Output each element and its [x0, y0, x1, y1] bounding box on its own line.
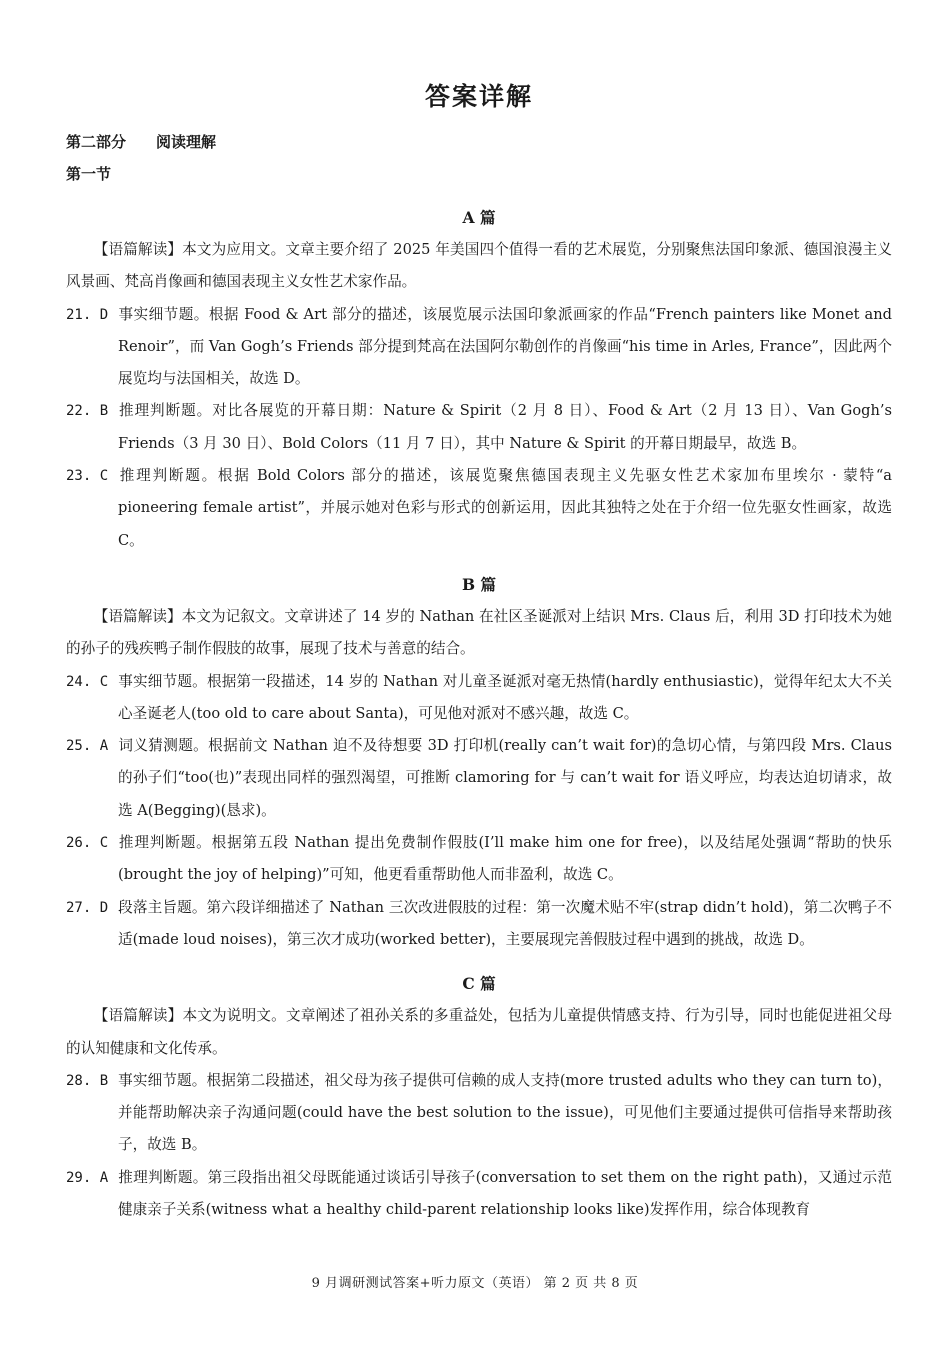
part-name: 阅读理解 [156, 133, 217, 151]
question-item [66, 827, 892, 892]
question-explanation: 推理判断题。根据 Bold Colors 部分的描述，该展览聚焦德国表现主义先驱女性艺术家加布里埃尔 · 蒙特“a pioneering female artist”，并展示她对色彩与形式的创新运用，因此其独特之处在于介绍一位先驱女性画家，故选 C。 [118, 467, 892, 549]
part-label: 第二部分 [66, 133, 127, 151]
question-item [66, 395, 892, 460]
part-header [66, 126, 892, 158]
question-item [66, 730, 892, 827]
question-number: 26. C [66, 835, 109, 852]
passage-title: A 篇 [462, 208, 496, 227]
question-explanation: 推理判断题。根据第五段 Nathan 提出免费制作假肢(I’ll make him one for free)，以及结尾处强调“帮助的快乐(brought the joy of helping)”可知，他更看重帮助他人而非盈利，故选 C。 [118, 834, 892, 884]
question-explanation: 事实细节题。根据第二段描述，祖父母为孩子提供可信赖的成人支持(more trusted adults who they can turn to)，并能帮助解决亲子沟通问题(could have the best solution to the issue)，可见他们主要通过提供可信指导来帮助孩子，故选 B。 [118, 1071, 892, 1154]
question-explanation: 推理判断题。第三段指出祖父母既能通过谈话引导孩子(conversation to set them on the right path)，又通过示范健康亲子关系(witness what a healthy child-parent relationship looks like)发挥作用，综合体现教育 [118, 1168, 892, 1219]
page-footer: 9 月调研测试答案+听力原文（英语） 第 2 页 共 8 页 [311, 1276, 639, 1291]
question-number: 21. D [66, 306, 109, 323]
question-explanation: 事实细节题。根据 Food & Art 部分的描述，该展览展示法国印象派画家的作品“French painters like Monet and Renoir”，而 Van Gogh’s Friends 部分提到梵高在法国阿尔勒创作的肖像画“his time in Arles, France”，因此两个展览均与法国相关，故选 D。 [118, 305, 892, 388]
question-number: 25. A [66, 738, 109, 755]
question-number: 29. A [66, 1169, 109, 1186]
question-item [66, 1162, 892, 1227]
passage-b [66, 569, 892, 956]
passage-title: B 篇 [462, 574, 496, 594]
passage-intro: 【语篇解读】本文为记叙文。文章讲述了 14 岁的 Nathan 在社区圣诞派对上结识 Mrs. Claus 后，利用 3D 打印技术为她的孙子的残疾鸭子制作假肢的故事，展现了技术与善意的结合。 [66, 607, 892, 658]
question-number: 23. C [66, 468, 109, 485]
passage-intro: 【语篇解读】本文为说明文。文章阐述了祖孙关系的多重益处，包括为儿童提供情感支持、行为引导，同时也能促进祖父母的认知健康和文化传承。 [66, 1007, 892, 1057]
page-title: 答案详解 [424, 82, 533, 111]
question-item [66, 892, 892, 957]
passage-intro: 【语篇解读】本文为应用文。文章主要介绍了 2025 年美国四个值得一看的艺术展览，分别聚焦法国印象派、德国浪漫主义风景画、梵高肖像画和德国表现主义女性艺术家作品。 [66, 241, 892, 291]
question-explanation: 事实细节题。根据第一段描述，14 岁的 Nathan 对儿童圣诞派对毫无热情(hardly enthusiastic)，觉得年纪太大不关心圣诞老人(too old to care about Santa)，可见他对派对不感兴趣，故选 C。 [118, 672, 892, 722]
question-item [66, 666, 892, 731]
passage-a [66, 202, 892, 557]
section-header: 第一节 [66, 165, 112, 183]
question-number: 22. B [66, 403, 109, 420]
question-item [66, 299, 892, 396]
question-item [66, 1065, 892, 1162]
question-number: 24. C [66, 673, 109, 690]
passage-title: C 篇 [462, 974, 496, 994]
question-explanation: 段落主旨题。第六段详细描述了 Nathan 三次改进假肢的过程：第一次魔术贴不牢(strap didn’t hold)，第二次鸭子不适(made loud noises)，第三次才成功(worked better)，主要展现完善假肢过程中遇到的挑战，故选 D。 [118, 898, 892, 948]
question-explanation: 词义猜测题。根据前文 Nathan 迫不及待想要 3D 打印机(really can’t wait for)的急切心情，与第四段 Mrs. Claus 的孙子们“too(也)”表现出同样的强烈渴望，可推断 clamoring for 与 can’t wait for 语义呼应，均表达迫切请求，故选 A(Begging)(恳求)。 [118, 737, 892, 819]
question-number: 28. B [66, 1072, 109, 1089]
passage-c [66, 968, 892, 1226]
question-explanation: 推理判断题。对比各展览的开幕日期：Nature & Spirit（2 月 8 日）、Food & Art（2 月 13 日）、Van Gogh’s Friends（3 月 30 日）、Bold Colors（11 月 7 日），其中 Nature & Spirit 的开幕日期最早，故选 B。 [118, 402, 892, 452]
question-number: 27. D [66, 899, 109, 916]
question-item [66, 460, 892, 557]
